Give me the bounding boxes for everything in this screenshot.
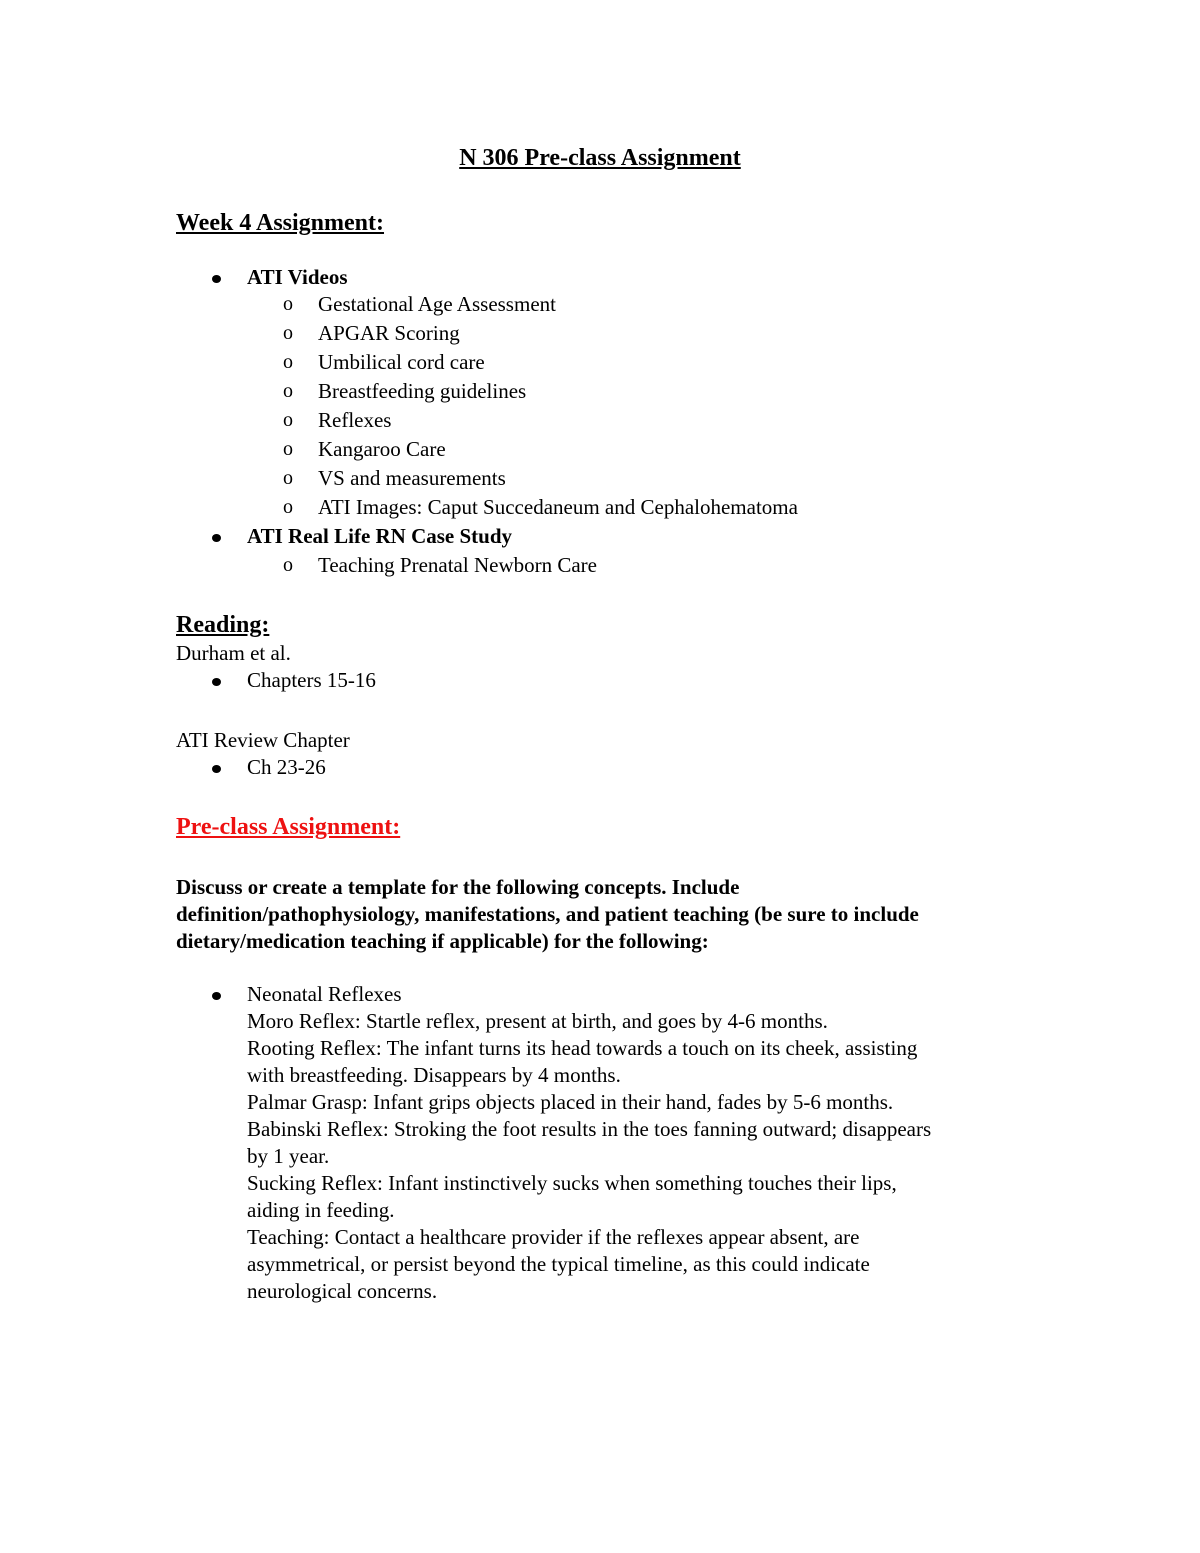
- concept-line: by 1 year.: [247, 1144, 330, 1168]
- preclass-heading: Pre-class Assignment:: [176, 814, 401, 840]
- case-study-sublist: [247, 552, 1026, 579]
- sublist-item-label: APGAR Scoring: [318, 321, 460, 345]
- sublist-item: [247, 465, 1026, 492]
- list-item-ati-videos: [176, 264, 1026, 521]
- concept-line: with breastfeeding. Disappears by 4 months.: [247, 1063, 621, 1087]
- sublist-item: [247, 349, 1026, 376]
- assignment-list: [176, 264, 1026, 579]
- circle-bullet-icon: o: [283, 409, 293, 431]
- sublist-item-label: Gestational Age Assessment: [318, 292, 556, 316]
- bullet-icon: [212, 678, 221, 686]
- circle-bullet-icon: o: [283, 554, 293, 576]
- instructions-line: Discuss or create a template for the following concepts. Include: [176, 875, 740, 899]
- sublist-item: [247, 552, 1026, 579]
- concept-line: Moro Reflex: Startle reflex, present at birth, and goes by 4-6 months.: [247, 1009, 828, 1033]
- reading-source: Durham et al.: [176, 641, 291, 665]
- bullet-icon: [212, 765, 221, 773]
- sublist-item-label: Kangaroo Care: [318, 437, 446, 461]
- list-item-label: Ch 23-26: [247, 755, 326, 779]
- page-title: N 306 Pre-class Assignment: [459, 145, 741, 171]
- circle-bullet-icon: o: [283, 293, 293, 315]
- circle-bullet-icon: o: [283, 496, 293, 518]
- circle-bullet-icon: o: [283, 380, 293, 402]
- concept-line: aiding in feeding.: [247, 1198, 395, 1222]
- reading-list: [176, 667, 1026, 694]
- sublist-item-label: Umbilical cord care: [318, 350, 485, 374]
- sublist-item-label: ATI Images: Caput Succedaneum and Cephalohematoma: [318, 495, 798, 519]
- concept-line: Teaching: Contact a healthcare provider if the reflexes appear absent, are: [247, 1225, 860, 1249]
- bullet-icon: [212, 275, 221, 283]
- sublist-item: [247, 436, 1026, 463]
- sublist-item: [247, 320, 1026, 347]
- concept-line: Sucking Reflex: Infant instinctively sucks when something touches their lips,: [247, 1171, 897, 1195]
- sublist-item-label: VS and measurements: [318, 466, 506, 490]
- instructions-line: dietary/medication teaching if applicable) for the following:: [176, 929, 709, 953]
- instructions-paragraph: [176, 874, 1026, 955]
- sublist-item-label: Breastfeeding guidelines: [318, 379, 527, 403]
- concept-line: Babinski Reflex: Stroking the foot results in the toes fanning outward; disappears: [247, 1117, 932, 1141]
- concept-line: Palmar Grasp: Infant grips objects placed in their hand, fades by 5-6 months.: [247, 1090, 894, 1114]
- reading-heading: Reading:: [176, 612, 270, 638]
- circle-bullet-icon: o: [283, 322, 293, 344]
- sublist-item: [247, 291, 1026, 318]
- list-item: [176, 667, 1026, 694]
- ati-videos-sublist: [247, 291, 1026, 521]
- document-body: [176, 143, 1026, 1305]
- list-item-label: ATI Real Life RN Case Study: [247, 524, 513, 548]
- instructions-line: definition/pathophysiology, manifestations, and patient teaching (be sure to include: [176, 902, 919, 926]
- reading-list: [176, 754, 1026, 781]
- concept-topic: Neonatal Reflexes: [247, 982, 402, 1006]
- sublist-item-label: Reflexes: [318, 408, 392, 432]
- week-heading: Week 4 Assignment:: [176, 210, 385, 236]
- circle-bullet-icon: o: [283, 351, 293, 373]
- concept-line: neurological concerns.: [247, 1279, 438, 1303]
- sublist-item: [247, 378, 1026, 405]
- circle-bullet-icon: o: [283, 438, 293, 460]
- bullet-icon: [212, 534, 221, 542]
- list-item-ati-case-study: [176, 523, 1026, 579]
- concept-list: [176, 981, 1026, 1305]
- list-item-label: ATI Videos: [247, 265, 348, 289]
- sublist-item: [247, 494, 1026, 521]
- reading-source: ATI Review Chapter: [176, 728, 350, 752]
- list-item-neonatal-reflexes: [176, 981, 1026, 1305]
- sublist-item: [247, 407, 1026, 434]
- concept-line: Rooting Reflex: The infant turns its head towards a touch on its cheek, assisting: [247, 1036, 918, 1060]
- concept-line: asymmetrical, or persist beyond the typical timeline, as this could indicate: [247, 1252, 870, 1276]
- list-item-label: Chapters 15-16: [247, 668, 376, 692]
- circle-bullet-icon: o: [283, 467, 293, 489]
- bullet-icon: [212, 992, 221, 1000]
- list-item: [176, 754, 1026, 781]
- sublist-item-label: Teaching Prenatal Newborn Care: [318, 553, 597, 577]
